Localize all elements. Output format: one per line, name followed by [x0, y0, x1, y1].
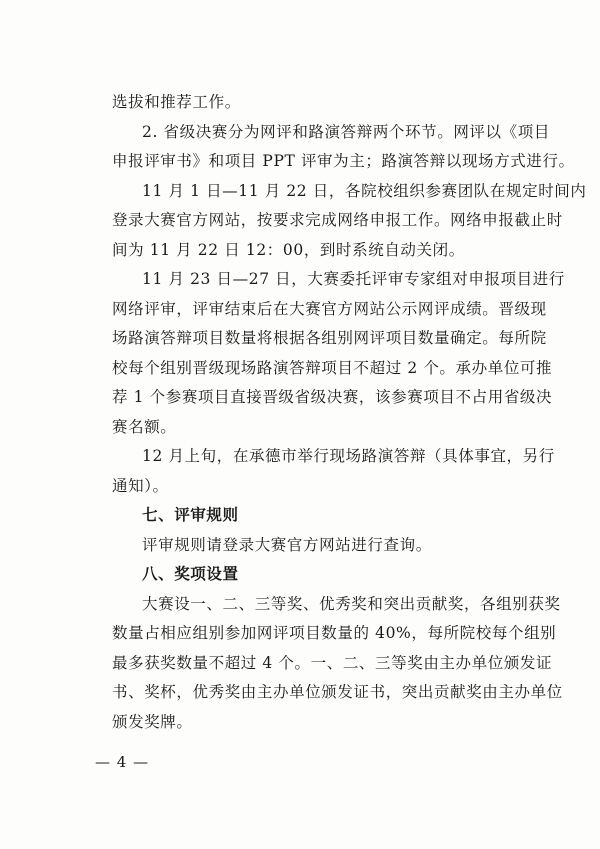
page-number: — 4 —	[95, 753, 150, 771]
section-heading: 八、奖项设置	[142, 565, 239, 583]
text-line: 申报评审书》和项目 PPT 评审为主；路演答辩以现场方式进行。	[112, 152, 575, 170]
section-heading: 七、评审规则	[142, 506, 239, 524]
text-line: 11 月 23 日—27 日，大赛委托评审专家组对申报项目进行	[142, 270, 565, 288]
text-line: 赛名额。	[112, 417, 177, 436]
text-line: 通知）。	[112, 476, 169, 495]
text-line: 12 月上旬，在承德市举行现场路演答辩（具体事宜，另行	[142, 447, 555, 465]
text-line: 颁发奖牌。	[112, 712, 193, 731]
text-line: 书、奖杯，优秀奖由主办单位颁发证书，突出贡献奖由主办单位	[112, 683, 563, 701]
text-line: 校每个组别晋级现场路演答辩项目不超过 2 个。承办单位可推	[112, 358, 553, 377]
text-line: 最多获奖数量不超过 4 个。一、二、三等奖由主办单位颁发证	[112, 653, 553, 672]
text-line: 11 月 1 日—11 月 22 日，各院校组织参赛团队在规定时间内	[142, 181, 587, 200]
text-line: 登录大赛官方网站，按要求完成网络申报工作。网络申报截止时	[112, 211, 563, 229]
text-line: 场路演答辩项目数量将根据各组别网评项目数量确定。每所院	[112, 329, 547, 347]
document-body	[112, 88, 587, 737]
text-line: 2. 省级决赛分为网评和路演答辩两个环节。网评以《项目	[142, 122, 550, 141]
text-line: 荐 1 个参赛项目直接晋级省级决赛，该参赛项目不占用省级决	[112, 388, 553, 406]
text-line: 大赛设一、二、三等奖、优秀奖和突出贡献奖，各组别获奖	[142, 594, 561, 613]
text-line: 选拔和推荐工作。	[112, 93, 241, 111]
text-line: 间为 11 月 22 日 12：00，到时系统自动关闭。	[112, 240, 465, 259]
text-line: 评审规则请登录大赛官方网站进行查询。	[142, 535, 432, 554]
text-line: 网络评审，评审结束后在大赛官方网站公示网评成绩。晋级现	[112, 299, 547, 318]
text-line: 数量占相应组别参加网评项目数量的 40%，每所院校每个组别	[112, 624, 557, 642]
